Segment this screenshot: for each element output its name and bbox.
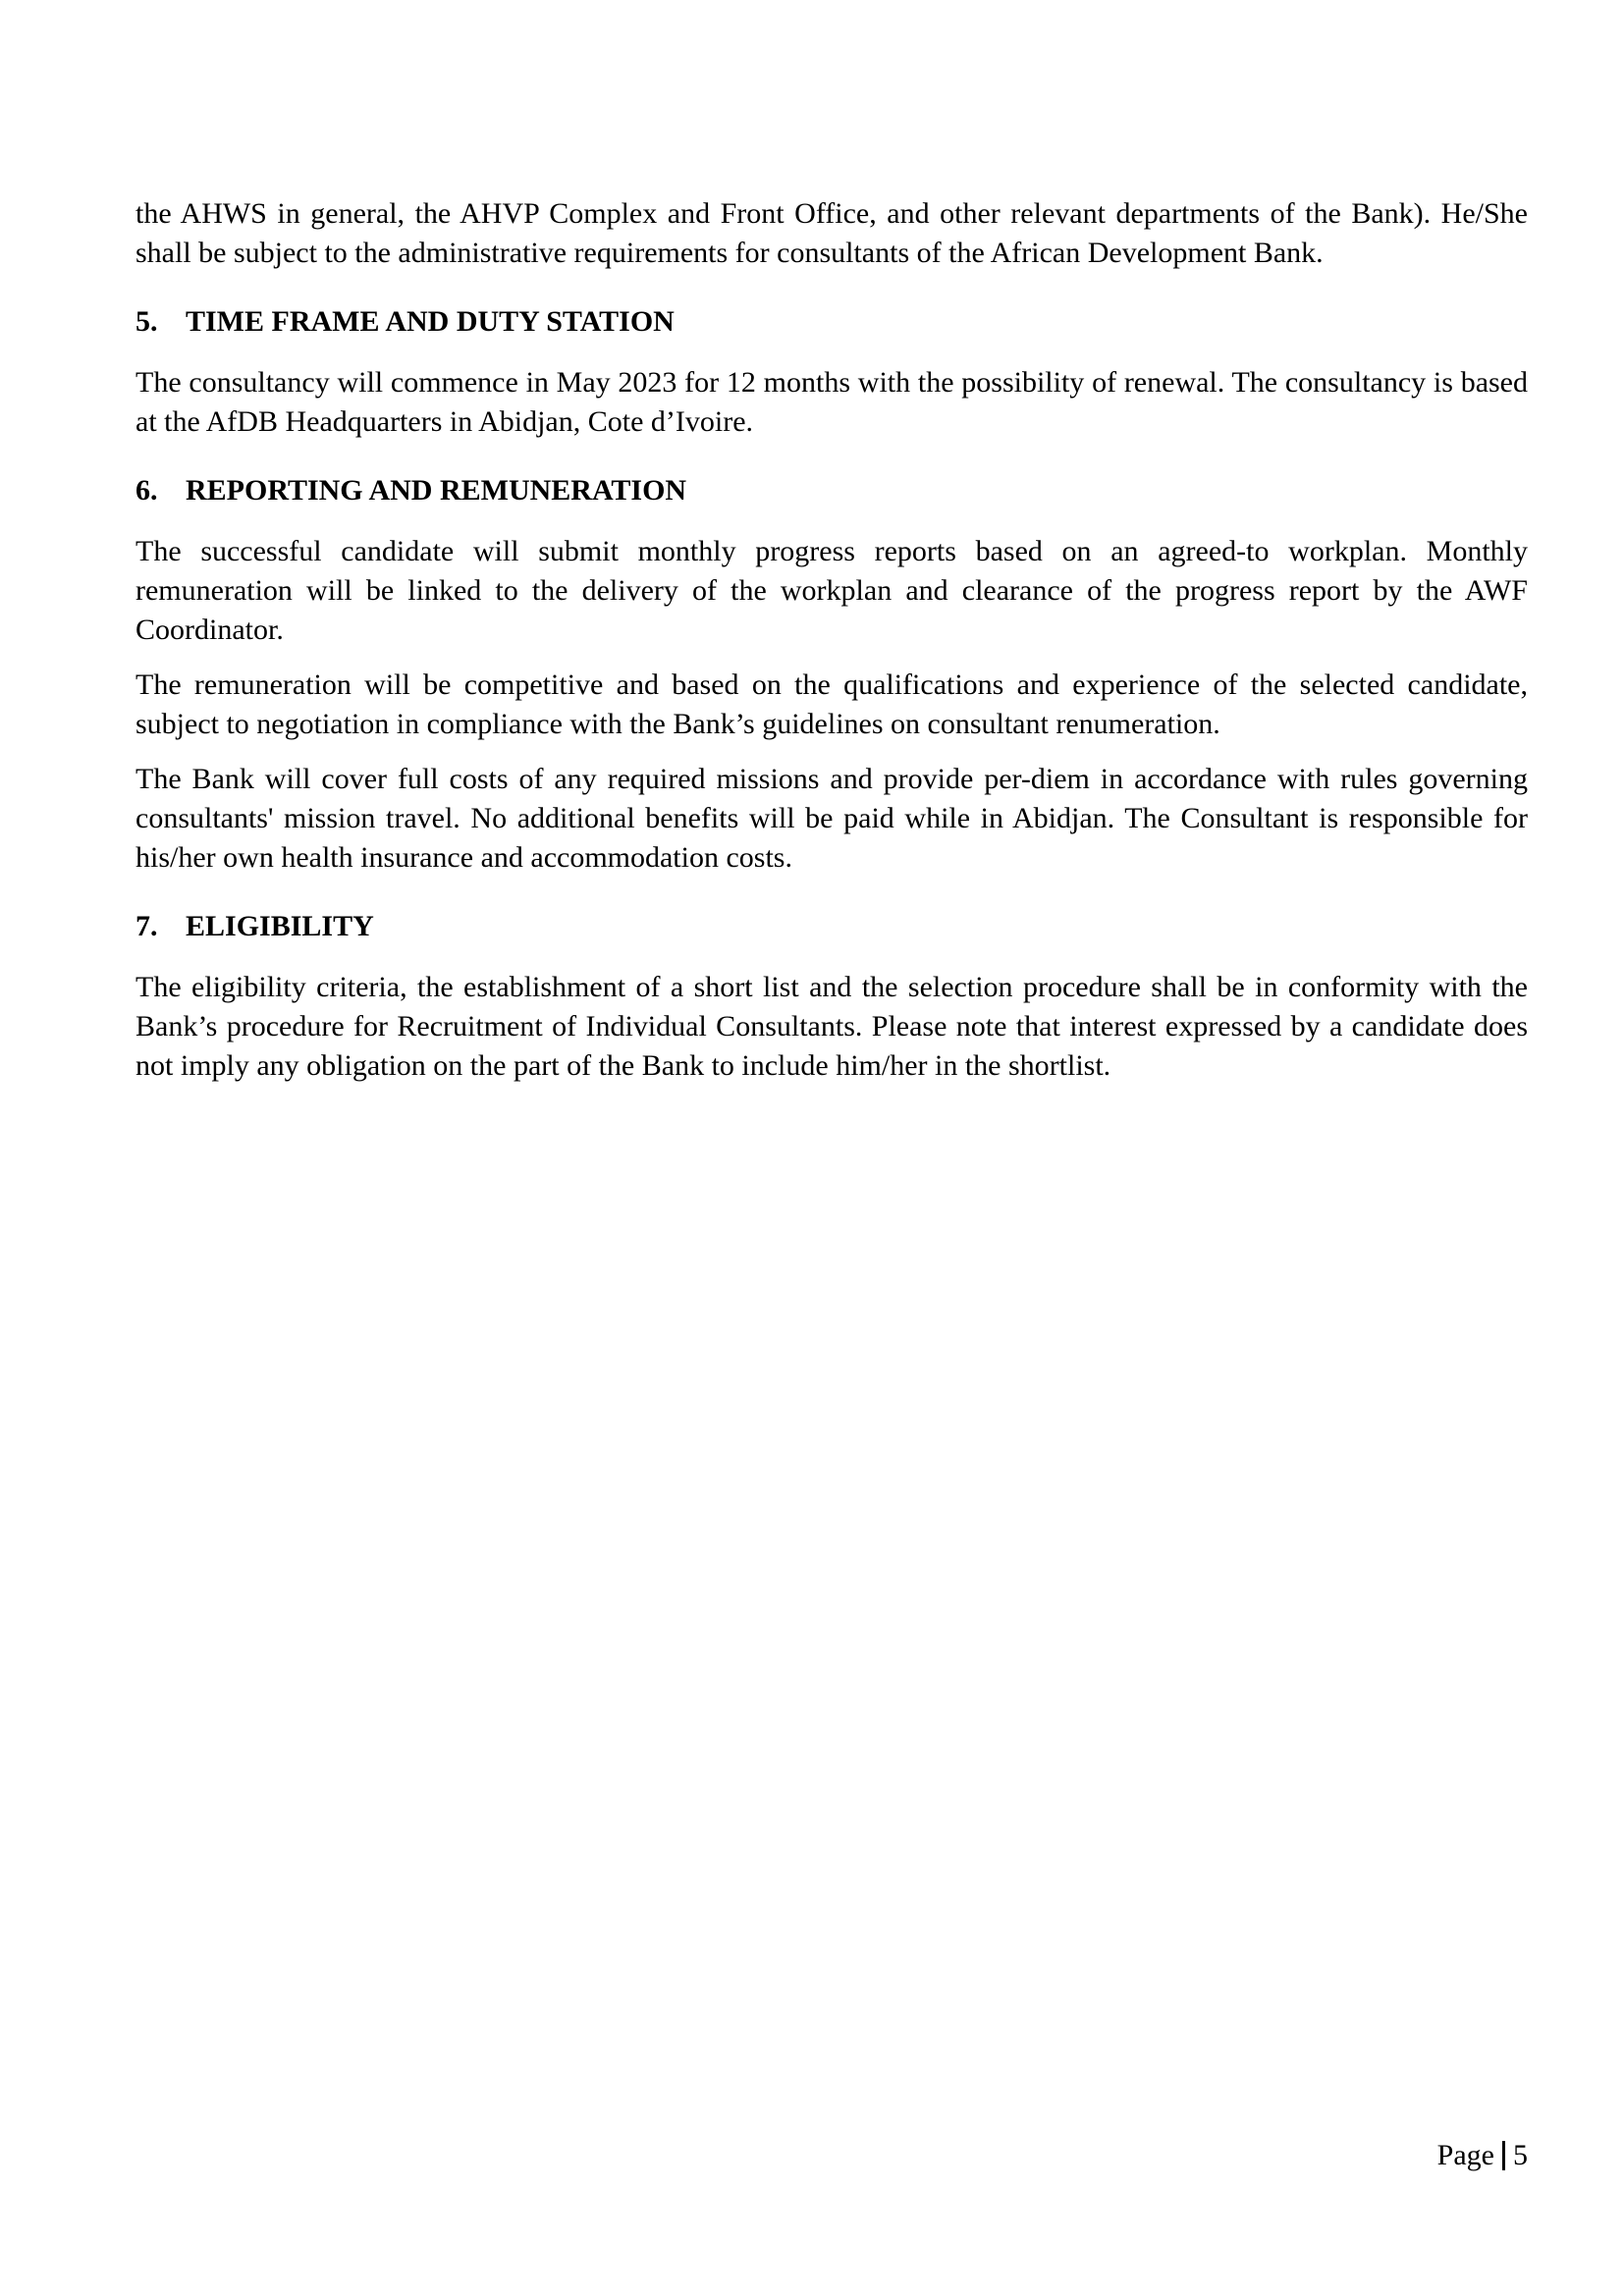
section-paragraph: The eligibility criteria, the establishment of a short list and the selection procedure shall be in conformity with the Bank’s procedure for Recruitment of Individual Consultants. Please note that interest expressed by a candidate does not imply any obligation on the part of the Bank to include him/her in the shortlist. (135, 971, 1528, 1082)
section-paragraph: The successful candidate will submit monthly progress reports based on an agreed-to workplan. Monthly remuneration will be linked to the delivery of the workplan and clearance of the progress report by the AWF Coordinator. (135, 535, 1528, 646)
section-paragraph: The remuneration will be competitive and based on the qualifications and experience of the selected candidate, subject to negotiation in compliance with the Bank’s guidelines on consultant renumeration. (135, 668, 1528, 740)
section-title: ELIGIBILITY (186, 910, 374, 942)
section-time-frame (135, 302, 1528, 442)
document-body (135, 194, 1528, 1101)
section-eligibility (135, 907, 1528, 1086)
section-paragraph: The consultancy will commence in May 2023 for 12 months with the possibility of renewal. The consultancy is based at the AfDB Headquarters in Abidjan, Cote d’Ivoire. (135, 366, 1528, 438)
continuation-paragraph: the AHWS in general, the AHVP Complex and Front Office, and other relevant departments of the Bank). He/She shall be subject to the administrative requirements for consultants of the African Development Bank. (135, 197, 1528, 269)
page-label: Page (1436, 2139, 1494, 2171)
section-heading (135, 471, 1528, 510)
page-number: 5 (1513, 2139, 1528, 2171)
section-title: TIME FRAME AND DUTY STATION (186, 305, 675, 338)
section-number: 7. (135, 910, 158, 942)
section-number: 5. (135, 305, 158, 338)
page-separator (1502, 2141, 1505, 2170)
section-heading (135, 907, 1528, 946)
section-heading (135, 302, 1528, 342)
section-paragraph: The Bank will cover full costs of any required missions and provide per-diem in accordance with rules governing consultants' mission travel. No additional benefits will be paid while in Abidjan. The Consultant is responsible for his/her own health insurance and accommodation costs. (135, 763, 1528, 874)
section-number: 6. (135, 474, 158, 507)
section-reporting-remuneration (135, 471, 1528, 878)
section-title: REPORTING AND REMUNERATION (186, 474, 687, 507)
page-footer (1437, 2136, 1528, 2175)
